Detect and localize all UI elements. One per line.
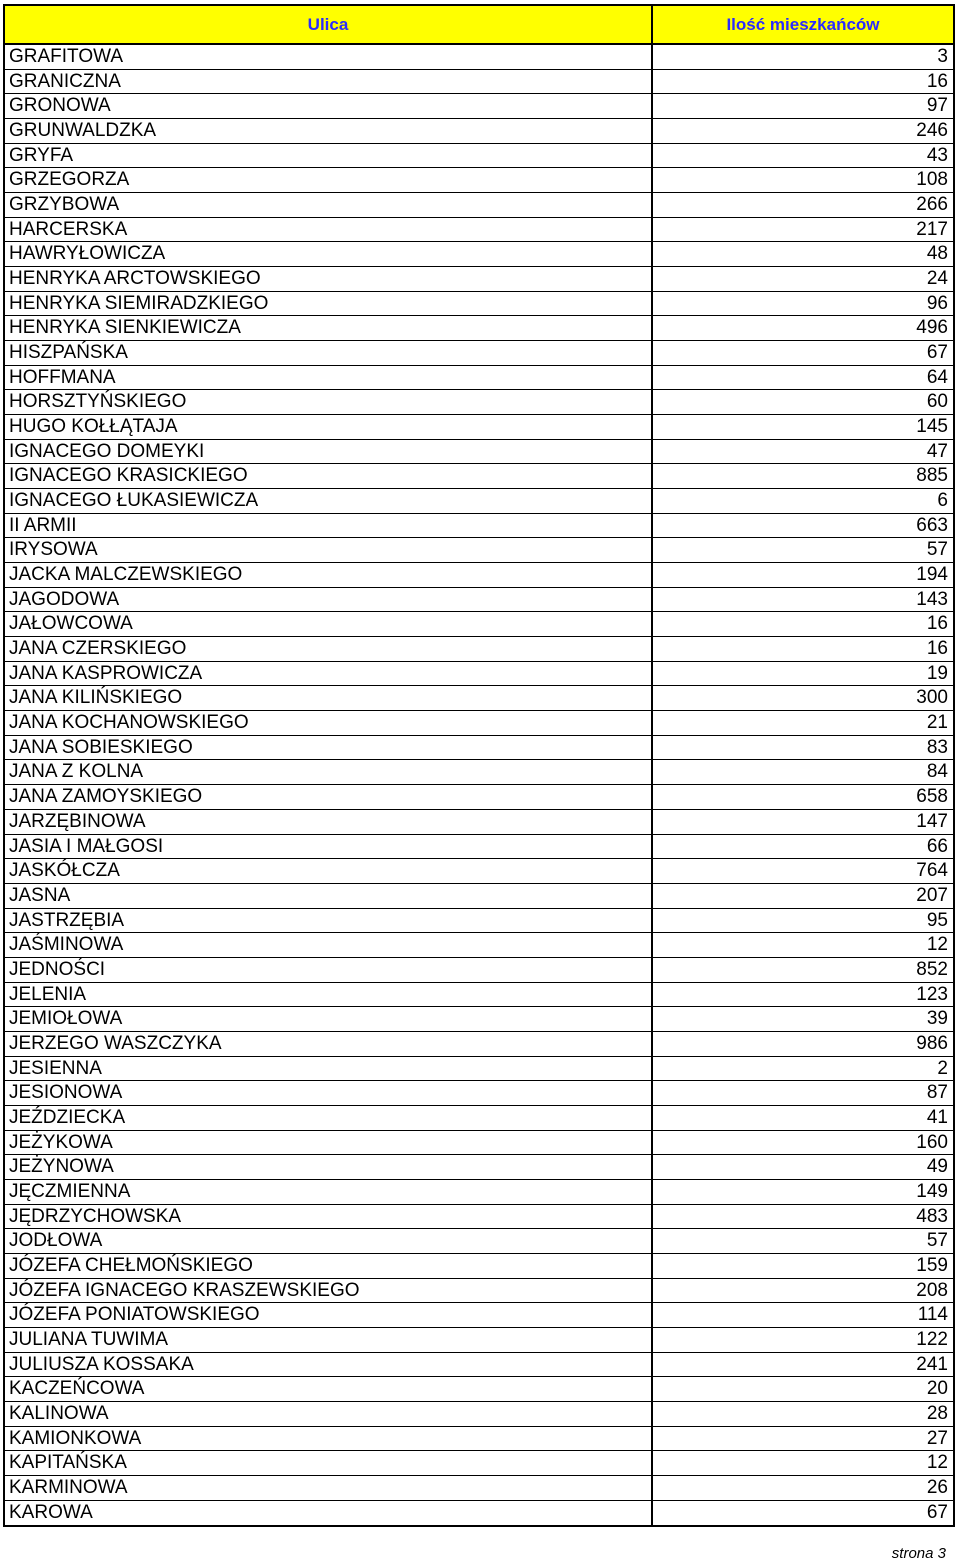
street-name-cell: KAMIONKOWA	[5, 1427, 653, 1451]
resident-count-cell: 143	[916, 588, 948, 610]
table-row	[5, 218, 953, 243]
street-name-cell: GRONOWA	[5, 94, 653, 118]
street-name-cell: JEMIOŁOWA	[5, 1007, 653, 1031]
table-row	[5, 637, 953, 662]
resident-count-cell: 241	[916, 1353, 948, 1375]
resident-count-cell: 852	[916, 958, 948, 980]
resident-count-cell: 194	[916, 564, 948, 586]
street-name-cell: JULIUSZA KOSSAKA	[5, 1353, 653, 1377]
resident-count-cell: 159	[916, 1254, 948, 1276]
column-header-residents: Ilość mieszkańców	[726, 14, 880, 34]
street-name-cell: JAŁOWCOWA	[5, 612, 653, 636]
resident-count-cell: 57	[926, 539, 948, 561]
resident-count-cell: 123	[916, 983, 948, 1005]
street-name-cell: IGNACEGO DOMEYKI	[5, 440, 653, 464]
table-row	[5, 168, 953, 193]
resident-count-cell: 12	[926, 934, 948, 956]
resident-count-cell: 266	[916, 194, 948, 216]
table-row	[5, 909, 953, 934]
street-name-cell: IGNACEGO KRASICKIEGO	[5, 464, 653, 488]
resident-count-cell: 47	[926, 440, 948, 462]
street-name-cell: KARMINOWA	[5, 1476, 653, 1500]
table-row	[5, 1081, 953, 1106]
resident-count-cell: 19	[926, 662, 948, 684]
resident-count-cell: 20	[926, 1378, 948, 1400]
table-row	[5, 242, 953, 267]
resident-count-cell: 207	[916, 884, 948, 906]
resident-count-cell: 764	[916, 860, 948, 882]
street-name-cell: GRAFITOWA	[5, 45, 653, 69]
table-row	[5, 810, 953, 835]
resident-count-cell: 208	[916, 1279, 948, 1301]
table-row	[5, 563, 953, 588]
resident-count-cell: 24	[926, 268, 948, 290]
resident-count-cell: 26	[926, 1476, 948, 1498]
table-row	[5, 1205, 953, 1230]
resident-count-cell: 96	[926, 292, 948, 314]
resident-count-cell: 3	[937, 46, 948, 67]
table-row	[5, 514, 953, 539]
table-row	[5, 1106, 953, 1131]
table-row	[5, 835, 953, 860]
resident-count-cell: 496	[916, 317, 948, 339]
resident-count-cell: 663	[916, 514, 948, 536]
resident-count-cell: 60	[926, 391, 948, 413]
street-name-cell: JÓZEFA IGNACEGO KRASZEWSKIEGO	[5, 1279, 653, 1303]
street-name-cell: GRZEGORZA	[5, 168, 653, 192]
street-name-cell: JULIANA TUWIMA	[5, 1328, 653, 1352]
table-row	[5, 736, 953, 761]
table-row	[5, 1007, 953, 1032]
street-name-cell: HORSZTYŃSKIEGO	[5, 390, 653, 414]
street-name-cell: JESIONOWA	[5, 1081, 653, 1105]
resident-count-cell: 122	[916, 1328, 948, 1350]
table-row	[5, 1353, 953, 1378]
table-row	[5, 390, 953, 415]
street-name-cell: JÓZEFA CHEŁMOŃSKIEGO	[5, 1254, 653, 1278]
resident-count-cell: 87	[926, 1082, 948, 1104]
table-row	[5, 316, 953, 341]
table-row	[5, 933, 953, 958]
resident-count-cell: 986	[916, 1032, 948, 1054]
street-name-cell: JÓZEFA PONIATOWSKIEGO	[5, 1303, 653, 1327]
street-name-cell: JERZEGO WASZCZYKA	[5, 1032, 653, 1056]
table-row	[5, 538, 953, 563]
resident-count-cell: 12	[926, 1452, 948, 1474]
resident-count-cell: 658	[916, 786, 948, 808]
table-row	[5, 1057, 953, 1082]
resident-count-cell: 16	[926, 70, 948, 92]
table-row	[5, 588, 953, 613]
street-name-cell: GRZYBOWA	[5, 193, 653, 217]
table-row	[5, 612, 953, 637]
street-name-cell: HENRYKA ARCTOWSKIEGO	[5, 267, 653, 291]
table-row	[5, 884, 953, 909]
resident-count-cell: 49	[926, 1156, 948, 1178]
table-row	[5, 1229, 953, 1254]
resident-count-cell: 66	[926, 835, 948, 857]
street-name-cell: KALINOWA	[5, 1402, 653, 1426]
street-name-cell: GRYFA	[5, 144, 653, 168]
street-name-cell: JASIA I MAŁGOSI	[5, 835, 653, 859]
resident-count-cell: 160	[916, 1131, 948, 1153]
table-row	[5, 464, 953, 489]
resident-count-cell: 41	[926, 1106, 948, 1128]
street-name-cell: HARCERSKA	[5, 218, 653, 242]
table-row	[5, 785, 953, 810]
street-name-cell: JANA KASPROWICZA	[5, 662, 653, 686]
resident-count-cell: 246	[916, 120, 948, 142]
table-row	[5, 70, 953, 95]
table-row	[5, 686, 953, 711]
street-name-cell: JASKÓŁCZA	[5, 859, 653, 883]
street-name-cell: KAROWA	[5, 1501, 653, 1526]
resident-count-cell: 84	[926, 761, 948, 783]
table-body	[3, 45, 955, 1527]
table-row	[5, 760, 953, 785]
resident-count-cell: 114	[917, 1304, 948, 1326]
resident-count-cell: 16	[926, 613, 948, 635]
street-name-cell: JANA KILIŃSKIEGO	[5, 686, 653, 710]
resident-count-cell: 885	[916, 465, 948, 487]
table-row	[5, 45, 953, 70]
resident-count-cell: 21	[926, 712, 948, 734]
street-name-cell: JESIENNA	[5, 1057, 653, 1081]
resident-count-cell: 149	[916, 1180, 948, 1202]
table-row	[5, 94, 953, 119]
resident-count-cell: 48	[926, 243, 948, 265]
table-row	[5, 366, 953, 391]
street-table	[3, 4, 955, 1527]
resident-count-cell: 16	[926, 638, 948, 660]
column-header-street: Ulica	[5, 6, 653, 43]
table-row	[5, 1451, 953, 1476]
resident-count-cell: 64	[926, 366, 948, 388]
resident-count-cell: 95	[926, 909, 948, 931]
table-row	[5, 958, 953, 983]
street-name-cell: IRYSOWA	[5, 538, 653, 562]
street-name-cell: JANA SOBIESKIEGO	[5, 736, 653, 760]
page-number: strona 3	[891, 1545, 946, 1562]
street-name-cell: HOFFMANA	[5, 366, 653, 390]
street-name-cell: JARZĘBINOWA	[5, 810, 653, 834]
table-row	[5, 415, 953, 440]
street-name-cell: JANA CZERSKIEGO	[5, 637, 653, 661]
street-name-cell: IGNACEGO ŁUKASIEWICZA	[5, 489, 653, 513]
street-name-cell: JODŁOWA	[5, 1229, 653, 1253]
resident-count-cell: 67	[926, 342, 948, 364]
street-name-cell: HENRYKA SIEMIRADZKIEGO	[5, 292, 653, 316]
street-name-cell: JĘCZMIENNA	[5, 1180, 653, 1204]
table-header	[3, 4, 955, 45]
street-name-cell: JAŚMINOWA	[5, 933, 653, 957]
resident-count-cell: 217	[916, 218, 948, 240]
street-name-cell: JANA KOCHANOWSKIEGO	[5, 711, 653, 735]
table-row	[5, 1476, 953, 1501]
table-row	[5, 489, 953, 514]
table-row	[5, 711, 953, 736]
table-row	[5, 292, 953, 317]
resident-count-cell: 300	[916, 687, 948, 709]
table-row	[5, 440, 953, 465]
table-row	[5, 341, 953, 366]
table-row	[5, 1328, 953, 1353]
street-name-cell: HAWRYŁOWICZA	[5, 242, 653, 266]
street-name-cell: HUGO KOŁŁĄTAJA	[5, 415, 653, 439]
street-name-cell: JANA Z KOLNA	[5, 760, 653, 784]
resident-count-cell: 147	[916, 810, 948, 832]
table-row	[5, 859, 953, 884]
table-row	[5, 1427, 953, 1452]
street-name-cell: HENRYKA SIENKIEWICZA	[5, 316, 653, 340]
resident-count-cell: 83	[926, 736, 948, 758]
table-row	[5, 1501, 953, 1526]
street-name-cell: KAPITAŃSKA	[5, 1451, 653, 1475]
resident-count-cell: 145	[916, 416, 948, 438]
table-row	[5, 193, 953, 218]
table-row	[5, 1279, 953, 1304]
resident-count-cell: 43	[926, 144, 948, 166]
street-name-cell: GRUNWALDZKA	[5, 119, 653, 143]
resident-count-cell: 483	[916, 1205, 948, 1227]
street-name-cell: JASTRZĘBIA	[5, 909, 653, 933]
street-name-cell: JEDNOŚCI	[5, 958, 653, 982]
street-name-cell: JAGODOWA	[5, 588, 653, 612]
street-name-cell: JANA ZAMOYSKIEGO	[5, 785, 653, 809]
table-row	[5, 983, 953, 1008]
street-name-cell: HISZPAŃSKA	[5, 341, 653, 365]
street-name-cell: II ARMII	[5, 514, 653, 538]
resident-count-cell: 39	[926, 1008, 948, 1030]
street-name-cell: JASNA	[5, 884, 653, 908]
resident-count-cell: 97	[926, 95, 948, 117]
street-name-cell: JELENIA	[5, 983, 653, 1007]
resident-count-cell: 108	[916, 169, 948, 191]
table-row	[5, 1254, 953, 1279]
resident-count-cell: 28	[926, 1402, 948, 1424]
resident-count-cell: 57	[926, 1230, 948, 1252]
table-row	[5, 1303, 953, 1328]
resident-count-cell: 67	[926, 1501, 948, 1523]
resident-count-cell: 2	[937, 1057, 948, 1079]
street-name-cell: JEŻYKOWA	[5, 1131, 653, 1155]
table-row	[5, 1131, 953, 1156]
table-row	[5, 662, 953, 687]
resident-count-cell: 6	[937, 490, 948, 512]
table-row	[5, 267, 953, 292]
table-row	[5, 1155, 953, 1180]
street-name-cell: GRANICZNA	[5, 70, 653, 94]
street-name-cell: JEŹDZIECKA	[5, 1106, 653, 1130]
street-name-cell: KACZEŃCOWA	[5, 1377, 653, 1401]
street-name-cell: JĘDRZYCHOWSKA	[5, 1205, 653, 1229]
table-row	[5, 119, 953, 144]
table-row	[5, 1402, 953, 1427]
table-row	[5, 1377, 953, 1402]
resident-count-cell: 27	[926, 1427, 948, 1449]
street-name-cell: JEŻYNOWA	[5, 1155, 653, 1179]
street-name-cell: JACKA MALCZEWSKIEGO	[5, 563, 653, 587]
table-row	[5, 1032, 953, 1057]
table-row	[5, 144, 953, 169]
table-row	[5, 1180, 953, 1205]
